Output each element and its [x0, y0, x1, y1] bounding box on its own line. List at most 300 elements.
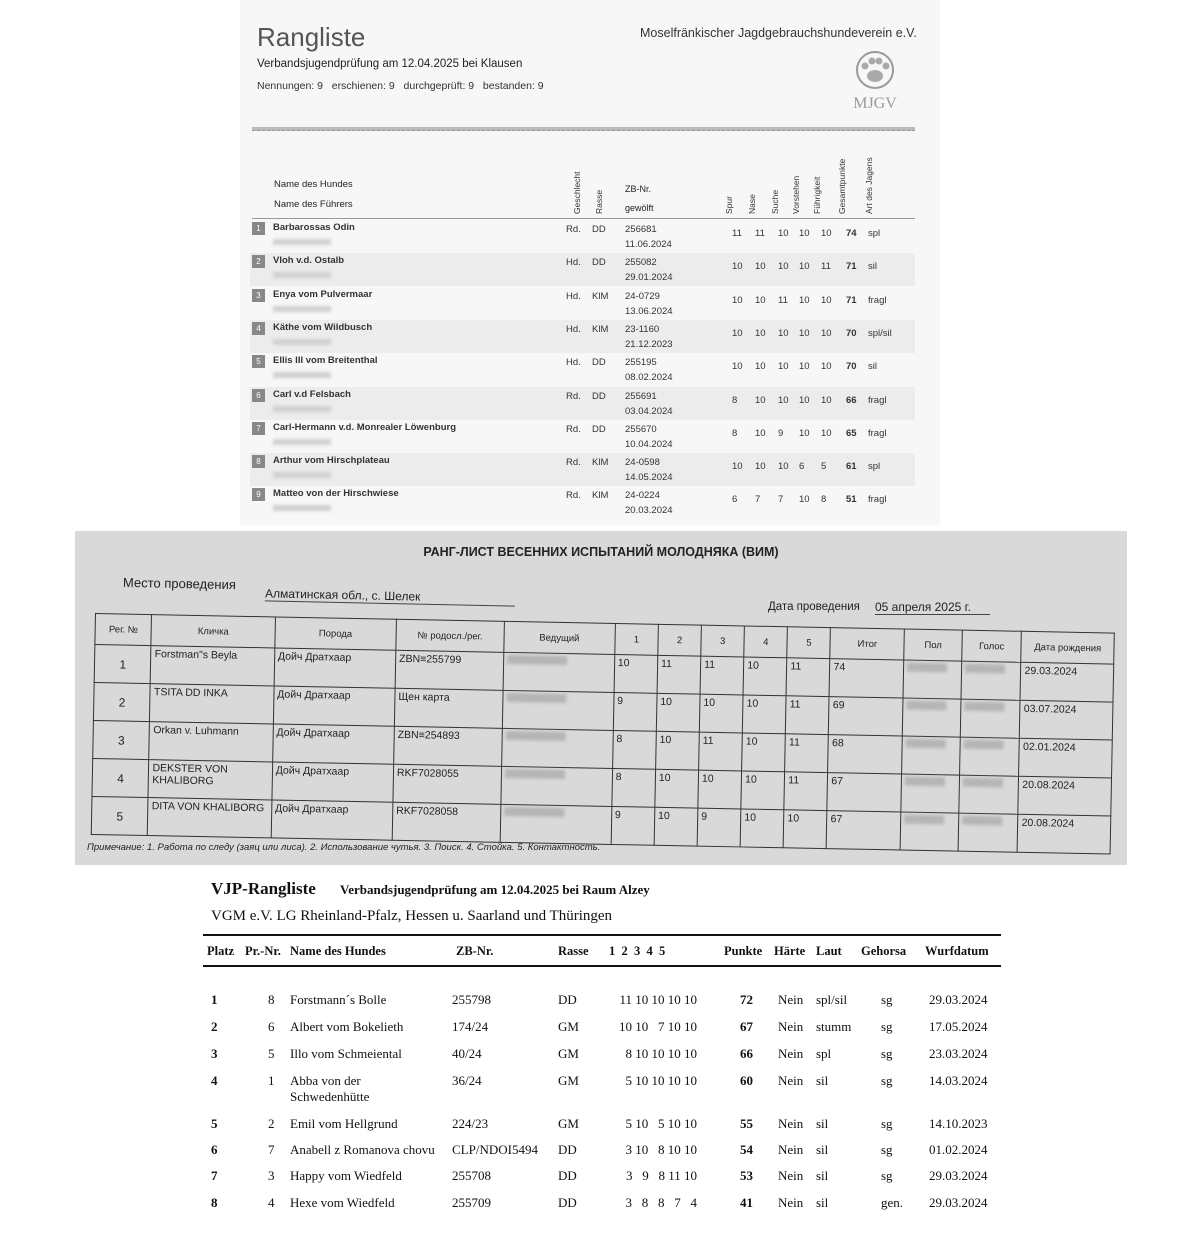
- th-haerte: Härte: [774, 944, 806, 958]
- col-header: Голос: [962, 630, 1022, 662]
- score-cell: 10: [821, 294, 832, 306]
- col-header-zb: ZB-Nr.: [625, 184, 651, 194]
- scores-cell: 5 10 5 10 10: [625, 1116, 697, 1131]
- table-header-rule: [252, 218, 915, 219]
- score-cell: 10: [742, 695, 786, 734]
- rasse-cell: GM: [558, 1019, 579, 1034]
- pedigree-cell: RKF7028055: [393, 764, 502, 804]
- score-cell: 10: [799, 294, 810, 306]
- score-cell: 11: [785, 734, 829, 773]
- redacted-handler: [504, 807, 564, 817]
- total-cell: 67: [827, 773, 902, 812]
- table-row: [250, 453, 915, 486]
- sex-cell: Rd.: [566, 457, 581, 469]
- dog-name-cell: Albert vom Bokelieth: [290, 1019, 404, 1034]
- col-header-breed: Rasse: [594, 189, 604, 214]
- redacted-handler: [505, 769, 565, 779]
- score-cell: 10: [732, 461, 743, 473]
- score-cell: 10: [732, 261, 743, 273]
- col-header-gesamt: Gesamtpunkte: [837, 158, 847, 214]
- born-cell: 21.12.2023: [625, 338, 673, 350]
- table-row: [250, 387, 915, 420]
- dog-name-cell: Abba von der: [290, 1073, 361, 1088]
- rasse-cell: GM: [558, 1073, 579, 1088]
- zb-cell: 255195: [625, 357, 657, 369]
- total-cell: 70: [846, 327, 857, 339]
- rank-badge: 9: [252, 488, 265, 501]
- th-rasse: Rasse: [558, 944, 589, 958]
- handler-cell: [503, 652, 615, 692]
- redacted-sex: [906, 739, 946, 749]
- col-header-fuehrigkeit: Führigkeit: [812, 176, 822, 214]
- sex-cell: Hd.: [566, 290, 581, 302]
- vjp-subtitle: Verbandsjugendprüfung am 12.04.2025 bei Raum Alzey: [340, 882, 650, 897]
- haerte-cell: Nein: [778, 1168, 804, 1183]
- voice-cell: [959, 775, 1019, 814]
- th-punkte: Punkte: [724, 944, 763, 958]
- reg-no-cell: 5: [91, 796, 148, 835]
- punkte-cell: 66: [740, 1046, 753, 1061]
- table-row: [250, 420, 915, 453]
- handler-cell: [501, 728, 613, 768]
- zb-cell: 255082: [625, 257, 657, 269]
- dog-name-cell: Orkan v. Luhmann: [149, 722, 273, 762]
- pedigree-cell: Щен карта: [394, 688, 503, 728]
- born-cell: 29.01.2024: [625, 272, 673, 284]
- haerte-cell: Nein: [778, 1195, 804, 1210]
- score-cell: 10: [755, 261, 766, 273]
- sex-cell: [901, 774, 959, 813]
- total-cell: 65: [846, 427, 857, 439]
- gehorsam-cell: sg: [881, 1168, 893, 1183]
- rank-badge: 2: [252, 255, 265, 268]
- table-row: [250, 220, 915, 253]
- sex-cell: Hd.: [566, 323, 581, 335]
- prnr-cell: 7: [268, 1142, 275, 1157]
- table-row: [250, 353, 915, 386]
- redacted-handler: [507, 655, 567, 665]
- redacted-voice: [965, 664, 1005, 674]
- score-cell: 8: [732, 394, 738, 406]
- breed-cell: DD: [592, 390, 606, 402]
- reg-no-cell: 4: [92, 758, 149, 797]
- zb-cell: 24-0729: [625, 290, 660, 302]
- col-header-art: Art des Jagens: [864, 157, 874, 214]
- redacted-sex: [904, 815, 944, 825]
- breed-cell: DD: [592, 357, 606, 369]
- score-cell: 10: [778, 228, 789, 239]
- sex-cell: [903, 698, 961, 737]
- score-cell: 10: [655, 731, 699, 770]
- prnr-cell: 2: [268, 1116, 275, 1131]
- laut-cell: sil: [816, 1168, 829, 1183]
- score-cell: 8: [612, 730, 656, 769]
- mjgv-rangliste: [240, 0, 940, 525]
- breed-cell: Дойч Дратхаар: [272, 724, 394, 764]
- zb-cell: 36/24: [452, 1073, 482, 1088]
- dog-name-cell: Illo vom Schmeiental: [290, 1046, 402, 1061]
- breed-cell: Дойч Дратхаар: [273, 686, 395, 726]
- born-cell: 14.05.2024: [625, 472, 673, 484]
- redacted-handler: [273, 306, 331, 312]
- score-cell: 10: [778, 327, 789, 339]
- pedigree-cell: ZBN≡255799: [395, 650, 504, 690]
- voice-cell: [958, 813, 1018, 852]
- score-cell: 10: [755, 461, 766, 473]
- score-cell: 8: [732, 427, 738, 439]
- wurfdatum-cell: 29.03.2024: [929, 992, 988, 1007]
- score-cell: 8: [821, 494, 827, 506]
- col-header-vorstehen: Vorstehen: [791, 175, 801, 214]
- place-label: Место проведения: [122, 574, 237, 593]
- platz-cell: 3: [211, 1046, 218, 1061]
- dog-name-cell: Forstmann´s Bolle: [290, 992, 387, 1007]
- vim-title: РАНГ-ЛИСТ ВЕСЕННИХ ИСПЫТАНИЙ МОЛОДНЯКА (ВИМ): [423, 545, 779, 559]
- dog-name: Enya vom Pulvermaar: [273, 288, 373, 300]
- col-header: 5: [787, 627, 831, 659]
- rank-badge: 4: [252, 322, 265, 335]
- hunt-style-cell: spl/sil: [868, 327, 892, 339]
- th-platz: Platz: [207, 944, 235, 958]
- birth-date-cell: 20.08.2024: [1018, 776, 1111, 816]
- platz-cell: 6: [211, 1142, 218, 1157]
- redacted-sex: [905, 777, 945, 787]
- club-name: Moselfränkischer Jagdgebrauchshundeverein e.V.: [640, 26, 917, 40]
- zb-cell: 255708: [452, 1168, 491, 1183]
- hunt-style-cell: fragl: [868, 394, 887, 406]
- vjp-rangliste: [195, 870, 1015, 1234]
- born-cell: 03.04.2024: [625, 405, 673, 417]
- dog-name-cell: Happy vom Wiedfeld: [290, 1168, 402, 1183]
- scores-cell: 3 9 8 11 10: [625, 1168, 697, 1183]
- svg-text:MJGV: MJGV: [853, 95, 897, 112]
- handler-cell: [501, 766, 613, 806]
- score-cell: 9: [778, 427, 784, 439]
- rasse-cell: DD: [558, 1168, 577, 1183]
- rasse-cell: GM: [558, 1116, 579, 1131]
- score-cell: 10: [699, 694, 743, 733]
- score-cell: 10: [698, 770, 742, 809]
- hunt-style-cell: sil: [868, 361, 877, 373]
- wurfdatum-cell: 29.03.2024: [929, 1168, 988, 1183]
- score-cell: 10: [755, 294, 766, 306]
- total-cell: 70: [846, 361, 857, 373]
- th-wurfdatum: Wurfdatum: [925, 944, 989, 958]
- score-cell: 6: [732, 494, 738, 506]
- pedigree-cell: ZBN≡254893: [394, 726, 503, 766]
- breed-cell: DD: [592, 257, 606, 269]
- born-cell: 20.03.2024: [625, 505, 673, 517]
- rank-badge: 6: [252, 389, 265, 402]
- breed-cell: Дойч Дратхаар: [272, 762, 394, 802]
- score-cell: 11: [821, 261, 831, 273]
- redacted-handler: [273, 272, 331, 278]
- birth-date-cell: 03.07.2024: [1020, 700, 1113, 740]
- sex-cell: Rd.: [566, 490, 581, 502]
- score-cell: 5: [821, 461, 827, 473]
- score-cell: 9: [613, 692, 657, 731]
- col-header: 4: [744, 626, 788, 658]
- score-cell: 10: [778, 461, 789, 473]
- haerte-cell: Nein: [778, 992, 804, 1007]
- voice-cell: [961, 661, 1021, 700]
- score-cell: 10: [799, 361, 810, 373]
- laut-cell: spl/sil: [816, 992, 848, 1007]
- punkte-cell: 67: [740, 1019, 753, 1034]
- haerte-cell: Nein: [778, 1046, 804, 1061]
- col-header: 3: [701, 625, 745, 657]
- zb-cell: 255798: [452, 992, 491, 1007]
- exam-counts: Nennungen: 9 erschienen: 9 durchgeprüft: 9 bestanden: 9: [257, 80, 544, 92]
- place-value: Алматинская обл., с. Шелек: [265, 586, 515, 606]
- gehorsam-cell: sg: [881, 1046, 893, 1061]
- hunt-style-cell: fragl: [868, 494, 887, 506]
- exam-subtitle: Verbandsjugendprüfung am 12.04.2025 bei Klausen: [257, 58, 523, 70]
- redacted-voice: [963, 740, 1003, 750]
- score-cell: 10: [821, 361, 832, 373]
- born-cell: 08.02.2024: [625, 372, 673, 384]
- breed-cell: KlM: [592, 457, 609, 469]
- th-zb: ZB-Nr.: [456, 944, 494, 958]
- th-prnr: Pr.-Nr.: [245, 944, 281, 958]
- punkte-cell: 60: [740, 1073, 753, 1088]
- score-cell: 10: [732, 361, 743, 373]
- birth-date-cell: 20.08.2024: [1018, 814, 1111, 854]
- vjp-organisation: VGM e.V. LG Rheinland-Pfalz, Hessen u. Saarland und Thüringen: [211, 908, 613, 924]
- score-cell: 10: [799, 494, 810, 506]
- gehorsam-cell: sg: [881, 1116, 893, 1131]
- col-header-suche: Suche: [770, 189, 780, 214]
- header-rule: [203, 965, 1001, 967]
- sex-cell: Hd.: [566, 257, 581, 269]
- gehorsam-cell: gen.: [881, 1195, 904, 1210]
- redacted-voice: [963, 778, 1003, 788]
- score-cell: 6: [799, 461, 805, 473]
- dog-name-cell: TSITA DD INKA: [150, 684, 274, 724]
- col-header-born: gewölft: [625, 203, 654, 213]
- laut-cell: stumm: [816, 1019, 852, 1034]
- table-row: [250, 253, 915, 286]
- dog-name: Käthe vom Wildbusch: [273, 321, 373, 333]
- prnr-cell: 8: [268, 992, 275, 1007]
- reg-no-cell: 1: [94, 645, 151, 684]
- th-scores: 1 2 3 4 5: [609, 944, 666, 958]
- gehorsam-cell: sg: [881, 1073, 893, 1088]
- score-cell: 11: [786, 696, 830, 735]
- rasse-cell: DD: [558, 1195, 577, 1210]
- vim-rank-list: [75, 531, 1127, 865]
- hunt-style-cell: fragl: [868, 294, 887, 306]
- table-row: [250, 287, 915, 320]
- rasse-cell: DD: [558, 992, 577, 1007]
- rank-badge: 5: [252, 355, 265, 368]
- score-cell: 11: [657, 655, 701, 694]
- score-cell: 10: [799, 427, 810, 439]
- score-cell: 8: [612, 768, 656, 807]
- voice-cell: [959, 737, 1019, 776]
- dog-name-cell: Emil vom Hellgrund: [290, 1116, 398, 1131]
- punkte-cell: 53: [740, 1168, 753, 1183]
- scores-cell: 3 8 8 7 4: [625, 1195, 697, 1210]
- col-header: Дата рождения: [1021, 631, 1114, 664]
- gehorsam-cell: sg: [881, 992, 893, 1007]
- th-laut: Laut: [816, 944, 842, 958]
- prnr-cell: 4: [268, 1195, 275, 1210]
- redacted-voice: [964, 702, 1004, 712]
- score-cell: 10: [778, 261, 789, 273]
- handler-cell: [500, 804, 612, 844]
- rank-badge: 1: [252, 222, 265, 235]
- redacted-handler: [505, 731, 565, 741]
- total-cell: 51: [846, 494, 857, 506]
- platz-cell: 2: [211, 1019, 218, 1034]
- redacted-handler: [273, 239, 331, 245]
- score-cell: 7: [778, 494, 784, 506]
- redacted-handler: [506, 693, 566, 703]
- score-cell: 10: [799, 228, 810, 239]
- haerte-cell: Nein: [778, 1116, 804, 1131]
- redacted-handler: [273, 439, 331, 445]
- score-cell: 10: [655, 769, 699, 808]
- birth-date-cell: 29.03.2024: [1020, 662, 1113, 702]
- rank-badge: 7: [252, 422, 265, 435]
- wurfdatum-cell: 14.03.2024: [929, 1073, 988, 1088]
- score-cell: 10: [755, 394, 766, 406]
- zb-cell: 23-1160: [625, 323, 660, 335]
- born-cell: 13.06.2024: [625, 305, 673, 317]
- vim-note: Примечание: 1. Работа по следу (заяц или лиса). 2. Использование чутья. 3. Поиск. 4. Стойка. 5. Контактность.: [87, 842, 601, 853]
- wurfdatum-cell: 23.03.2024: [929, 1046, 988, 1061]
- platz-cell: 5: [211, 1116, 218, 1131]
- dog-name: Carl-Hermann v.d. Monrealer Löwenburg: [273, 421, 456, 433]
- rank-badge: 8: [252, 455, 265, 468]
- hunt-style-cell: spl: [868, 228, 881, 239]
- dog-name-cell: Hexe vom Wiedfeld: [290, 1195, 395, 1210]
- score-cell: 10: [821, 427, 832, 439]
- page-title: Rangliste: [257, 22, 366, 52]
- breed-cell: Дойч Дратхаар: [271, 800, 393, 840]
- header-divider: [252, 127, 915, 131]
- haerte-cell: Nein: [778, 1019, 804, 1034]
- born-cell: 10.04.2024: [625, 438, 673, 450]
- gehorsam-cell: sg: [881, 1019, 893, 1034]
- gehorsam-cell: sg: [881, 1142, 893, 1157]
- breed-cell: KlM: [592, 290, 609, 302]
- score-cell: 10: [778, 361, 789, 373]
- wurfdatum-cell: 29.03.2024: [929, 1195, 988, 1210]
- zb-cell: CLP/NDOI5494: [452, 1142, 538, 1157]
- score-cell: 11: [786, 658, 830, 697]
- haerte-cell: Nein: [778, 1142, 804, 1157]
- platz-cell: 1: [211, 992, 218, 1007]
- dog-name: Vloh v.d. Ostalb: [273, 255, 345, 267]
- redacted-handler: [273, 472, 331, 478]
- redacted-sex: [907, 663, 947, 673]
- col-header-spur: Spur: [724, 196, 734, 214]
- total-cell: 67: [827, 811, 902, 850]
- redacted-handler: [273, 372, 331, 378]
- wurfdatum-cell: 14.10.2023: [929, 1116, 988, 1131]
- score-cell: 11: [699, 732, 743, 771]
- score-cell: 9: [697, 808, 741, 847]
- score-cell: 7: [755, 494, 761, 506]
- score-cell: 10: [821, 327, 832, 339]
- zb-cell: 224/23: [452, 1116, 489, 1131]
- score-cell: 10: [614, 654, 658, 693]
- col-header-name: Name des Hundes: [274, 179, 353, 190]
- dog-name: Barbarossas Odin: [273, 222, 355, 233]
- score-cell: 10: [743, 657, 787, 696]
- scores-cell: 3 10 8 10 10: [625, 1142, 697, 1157]
- laut-cell: sil: [816, 1195, 829, 1210]
- breed-cell: DD: [592, 423, 606, 435]
- haerte-cell: Nein: [778, 1073, 804, 1088]
- score-cell: 10: [783, 810, 827, 849]
- dog-name: Ellis III vom Breitenthal: [273, 355, 378, 367]
- vjp-title: VJP-Rangliste: [211, 879, 316, 898]
- prnr-cell: 6: [268, 1019, 275, 1034]
- total-cell: 74: [829, 659, 904, 698]
- score-cell: 9: [611, 806, 655, 845]
- paw-logo-icon: [845, 48, 905, 112]
- top-rule: [203, 934, 1001, 936]
- score-cell: 10: [654, 807, 698, 846]
- laut-cell: sil: [816, 1116, 829, 1131]
- score-cell: 10: [821, 394, 832, 406]
- col-header: Пол: [904, 629, 962, 661]
- platz-cell: 8: [211, 1195, 218, 1210]
- total-cell: 66: [846, 394, 857, 406]
- zb-cell: 40/24: [452, 1046, 482, 1061]
- platz-cell: 4: [211, 1073, 218, 1088]
- th-gehorsam: Gehorsa: [861, 944, 907, 958]
- wurfdatum-cell: 01.02.2024: [929, 1142, 988, 1157]
- scores-cell: 10 10 7 10 10: [619, 1019, 697, 1034]
- dog-name: Carl v.d Felsbach: [273, 388, 351, 400]
- score-cell: 10: [656, 693, 700, 732]
- score-cell: 11: [700, 656, 744, 695]
- sex-cell: Rd.: [566, 390, 581, 402]
- total-cell: 71: [846, 294, 857, 306]
- col-header: 1: [615, 623, 659, 655]
- score-cell: 10: [742, 733, 786, 772]
- total-cell: 61: [846, 461, 857, 473]
- score-cell: 10: [732, 294, 743, 306]
- prnr-cell: 1: [268, 1073, 275, 1088]
- total-cell: 74: [846, 228, 857, 239]
- rasse-cell: GM: [558, 1046, 579, 1061]
- score-cell: 10: [821, 228, 832, 239]
- col-header: Ведущий: [504, 621, 616, 654]
- col-header: Порода: [275, 617, 397, 650]
- hunt-style-cell: spl: [868, 461, 881, 473]
- zb-cell: 24-0598: [625, 457, 660, 469]
- scores-cell: 8 10 10 10 10: [625, 1046, 697, 1061]
- reg-no-cell: 2: [93, 682, 150, 721]
- score-cell: 11: [778, 294, 788, 306]
- redacted-sex: [907, 701, 947, 711]
- table-row: [250, 320, 915, 353]
- total-cell: 71: [846, 261, 857, 273]
- prnr-cell: 5: [268, 1046, 275, 1061]
- score-cell: 10: [755, 361, 766, 373]
- sex-cell: [900, 812, 958, 851]
- dog-name-cell: Forstman"s Beyla: [151, 646, 275, 686]
- total-cell: 69: [829, 697, 904, 736]
- score-cell: 11: [755, 228, 765, 239]
- dog-name: Arthur vom Hirschplateau: [273, 455, 390, 467]
- sex-cell: [902, 736, 960, 775]
